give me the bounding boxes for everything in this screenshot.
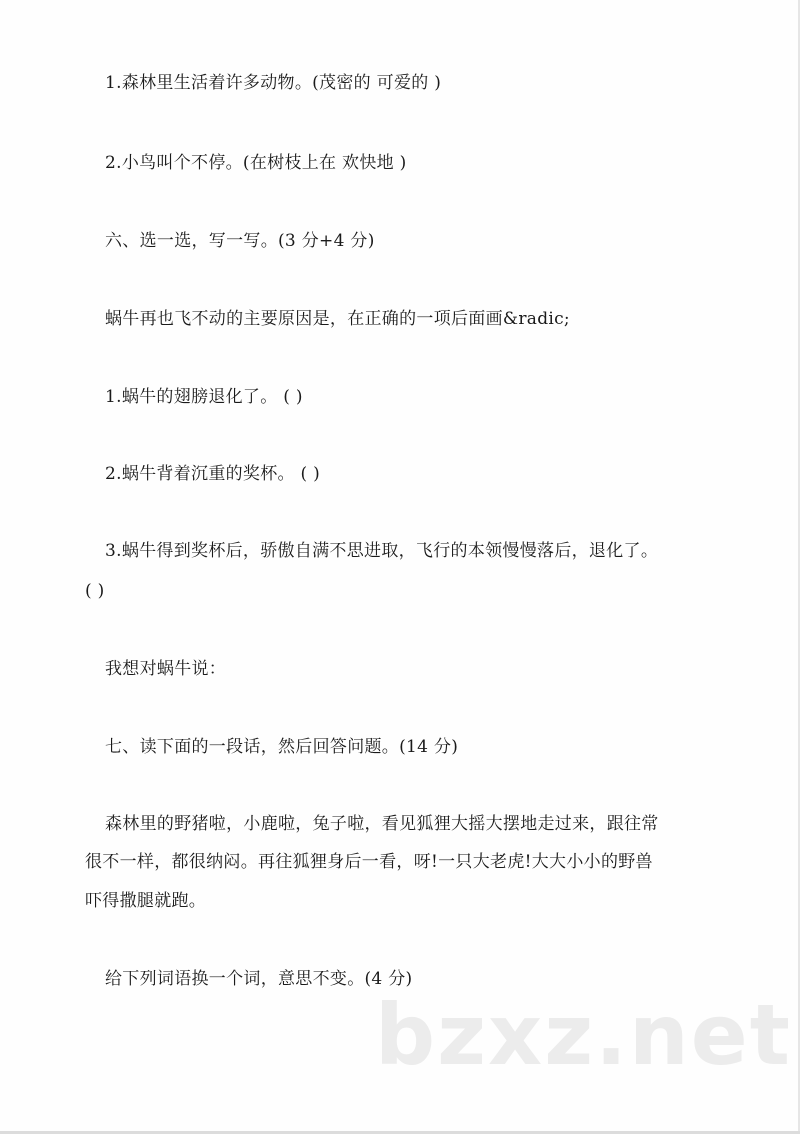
passage-line-2: 很不一样，都很纳闷。再往狐狸身后一看，呀!一只大老虎!大大小小的野兽 [85, 852, 653, 872]
passage-line-1: 森林里的野猪啦，小鹿啦，兔子啦，看见狐狸大摇大摆地走过来，跟往常 [105, 814, 659, 834]
question-5-item-1: 1.森林里生活着许多动物。(茂密的 可爱的 ) [105, 73, 442, 93]
site-watermark: bzxz.net [375, 986, 792, 1084]
section-7-question-1: 给下列词语换一个词，意思不变。(4 分) [105, 969, 413, 989]
section-6-heading: 六、选一选，写一写。(3 分+4 分) [105, 231, 375, 251]
section-6-option-3: 3.蜗牛得到奖杯后，骄傲自满不思进取，飞行的本领慢慢落后，退化了。 [105, 541, 659, 561]
passage-line-3: 吓得撒腿就跑。 [85, 891, 207, 911]
section-6-option-1: 1.蜗牛的翅膀退化了。 ( ) [105, 387, 303, 407]
section-6-write-prompt: 我想对蜗牛说： [105, 659, 227, 679]
section-7-heading: 七、读下面的一段话，然后回答问题。(14 分) [105, 737, 459, 757]
question-5-item-2: 2.小鸟叫个不停。(在树枝上在 欢快地 ) [105, 153, 407, 173]
section-6-prompt: 蜗牛再也飞不动的主要原因是，在正确的一项后面画&radic; [105, 309, 570, 329]
section-6-option-3-paren: ( ) [85, 581, 105, 601]
section-6-option-2: 2.蜗牛背着沉重的奖杯。 ( ) [105, 464, 321, 484]
